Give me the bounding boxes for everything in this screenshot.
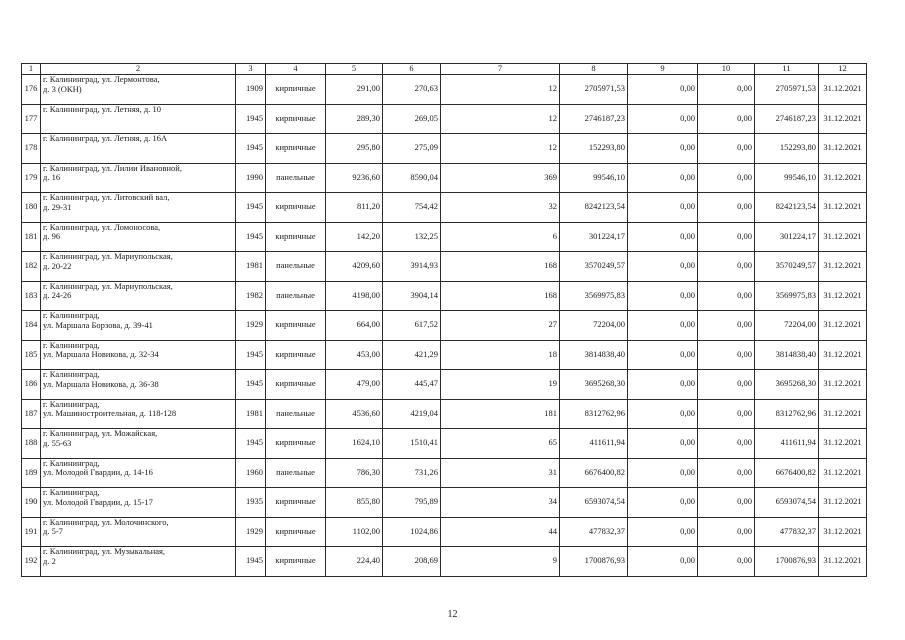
address-cell — [41, 75, 236, 105]
address-cell — [41, 458, 236, 488]
year-built-cell: 1981 — [236, 399, 266, 429]
residents-count-cell: 12 — [441, 134, 560, 164]
cost-col10-cell: 0,00 — [698, 340, 755, 370]
cost-col11-cell: 3695268,30 — [755, 370, 819, 400]
address-line: д. 2 — [43, 555, 56, 566]
total-area-cell: 4209,60 — [326, 252, 383, 282]
cost-col11-cell: 3569975,83 — [755, 281, 819, 311]
column-header-6: 6 — [383, 64, 441, 75]
deadline-date-cell: 31.12.2021 — [819, 222, 867, 252]
address-cell — [41, 399, 236, 429]
cost-total-cell: 301224,17 — [560, 222, 628, 252]
residents-count-cell: 12 — [441, 75, 560, 105]
column-header-10: 10 — [698, 64, 755, 75]
cost-total-cell: 3569975,83 — [560, 281, 628, 311]
wall-material-cell: панельные — [266, 399, 326, 429]
living-area-cell: 731,26 — [383, 458, 441, 488]
row-number-cell: 191 — [22, 517, 41, 547]
cost-col10-cell: 0,00 — [698, 75, 755, 105]
living-area-cell: 3914,93 — [383, 252, 441, 282]
total-area-cell: 479,00 — [326, 370, 383, 400]
address-line: ул. Молодой Гвардии, д. 14-16 — [43, 467, 153, 478]
residents-count-cell: 181 — [441, 399, 560, 429]
cost-total-cell: 8312762,96 — [560, 399, 628, 429]
wall-material-cell: кирпичные — [266, 75, 326, 105]
address-cell — [41, 222, 236, 252]
address-line: г. Калининград, ул. Мариупольская, — [43, 281, 173, 291]
cost-col11-cell: 477832,37 — [755, 517, 819, 547]
total-area-cell: 4198,00 — [326, 281, 383, 311]
wall-material-cell: панельные — [266, 163, 326, 193]
cost-col9-cell: 0,00 — [628, 458, 698, 488]
residents-count-cell: 19 — [441, 370, 560, 400]
year-built-cell: 1990 — [236, 163, 266, 193]
cost-col9-cell: 0,00 — [628, 429, 698, 459]
deadline-date-cell: 31.12.2021 — [819, 75, 867, 105]
address-line: д. 3 (ОКН) — [43, 83, 82, 94]
row-number-cell: 184 — [22, 311, 41, 341]
cost-col10-cell: 0,00 — [698, 281, 755, 311]
row-number-cell: 183 — [22, 281, 41, 311]
table-row — [22, 488, 867, 518]
address-line: г. Калининград, ул. Лермонтова, — [43, 74, 160, 84]
column-header-8: 8 — [560, 64, 628, 75]
cost-col9-cell: 0,00 — [628, 340, 698, 370]
residents-count-cell: 168 — [441, 281, 560, 311]
address-cell — [41, 547, 236, 577]
cost-col10-cell: 0,00 — [698, 193, 755, 223]
living-area-cell: 3904,14 — [383, 281, 441, 311]
table-row — [22, 163, 867, 193]
wall-material-cell: кирпичные — [266, 222, 326, 252]
address-line: г. Калининград, ул. Ломоносова, — [43, 222, 161, 232]
address-line: г. Калининград, ул. Литовский вал, — [43, 192, 170, 202]
address-cell — [41, 163, 236, 193]
cost-col9-cell: 0,00 — [628, 75, 698, 105]
address-line: г. Калининград, — [43, 458, 100, 468]
year-built-cell: 1929 — [236, 311, 266, 341]
residents-count-cell: 18 — [441, 340, 560, 370]
wall-material-cell: кирпичные — [266, 193, 326, 223]
year-built-cell: 1945 — [236, 370, 266, 400]
table-row — [22, 340, 867, 370]
address-cell — [41, 134, 236, 164]
wall-material-cell: кирпичные — [266, 429, 326, 459]
residents-count-cell: 27 — [441, 311, 560, 341]
table-row — [22, 104, 867, 134]
cost-col11-cell: 8242123,54 — [755, 193, 819, 223]
living-area-cell: 795,89 — [383, 488, 441, 518]
address-cell — [41, 193, 236, 223]
year-built-cell: 1945 — [236, 193, 266, 223]
address-line: г. Калининград, ул. Летняя, д. 16А — [43, 133, 168, 143]
address-line: д. 55-63 — [43, 437, 72, 448]
wall-material-cell: панельные — [266, 281, 326, 311]
wall-material-cell: кирпичные — [266, 370, 326, 400]
deadline-date-cell: 31.12.2021 — [819, 458, 867, 488]
cost-total-cell: 99546,10 — [560, 163, 628, 193]
residents-count-cell: 31 — [441, 458, 560, 488]
address-line: г. Калининград, — [43, 487, 100, 497]
deadline-date-cell: 31.12.2021 — [819, 252, 867, 282]
table-row — [22, 547, 867, 577]
living-area-cell: 754,42 — [383, 193, 441, 223]
cost-col9-cell: 0,00 — [628, 311, 698, 341]
total-area-cell: 291,00 — [326, 75, 383, 105]
cost-total-cell: 411611,94 — [560, 429, 628, 459]
housing-register-table — [21, 63, 867, 577]
deadline-date-cell: 31.12.2021 — [819, 429, 867, 459]
page-number: 12 — [447, 609, 458, 620]
year-built-cell: 1935 — [236, 488, 266, 518]
address-line: ул. Маршала Борзова, д. 39-41 — [43, 319, 153, 330]
deadline-date-cell: 31.12.2021 — [819, 488, 867, 518]
living-area-cell: 1510,41 — [383, 429, 441, 459]
cost-col10-cell: 0,00 — [698, 399, 755, 429]
deadline-date-cell: 31.12.2021 — [819, 163, 867, 193]
wall-material-cell: кирпичные — [266, 134, 326, 164]
cost-col10-cell: 0,00 — [698, 458, 755, 488]
cost-total-cell: 477832,37 — [560, 517, 628, 547]
column-header-12: 12 — [819, 64, 867, 75]
cost-col10-cell: 0,00 — [698, 163, 755, 193]
table-body — [22, 75, 867, 577]
address-line: г. Калининград, ул. Лилии Ивановной, — [43, 163, 182, 173]
column-header-9: 9 — [628, 64, 698, 75]
total-area-cell: 1624,10 — [326, 429, 383, 459]
column-header-1: 1 — [22, 64, 41, 75]
cost-col11-cell: 2705971,53 — [755, 75, 819, 105]
living-area-cell: 208,69 — [383, 547, 441, 577]
address-cell — [41, 252, 236, 282]
residents-count-cell: 65 — [441, 429, 560, 459]
cost-total-cell: 1700876,93 — [560, 547, 628, 577]
living-area-cell: 269,05 — [383, 104, 441, 134]
address-line: г. Калининград, ул. Молочинского, — [43, 517, 169, 527]
year-built-cell: 1945 — [236, 104, 266, 134]
living-area-cell: 132,25 — [383, 222, 441, 252]
table-row — [22, 517, 867, 547]
deadline-date-cell: 31.12.2021 — [819, 193, 867, 223]
cost-col10-cell: 0,00 — [698, 311, 755, 341]
row-number-cell: 178 — [22, 134, 41, 164]
address-line: г. Калининград, ул. Летняя, д. 10 — [43, 104, 161, 114]
cost-total-cell: 8242123,54 — [560, 193, 628, 223]
cost-col9-cell: 0,00 — [628, 517, 698, 547]
cost-col10-cell: 0,00 — [698, 134, 755, 164]
address-line: ул. Машиностроительная, д. 118-128 — [43, 408, 177, 419]
cost-total-cell: 3814838,40 — [560, 340, 628, 370]
living-area-cell: 421,29 — [383, 340, 441, 370]
deadline-date-cell: 31.12.2021 — [819, 311, 867, 341]
column-header-7: 7 — [441, 64, 560, 75]
wall-material-cell: панельные — [266, 252, 326, 282]
address-line: ул. Молодой Гвардии, д. 15-17 — [43, 496, 153, 507]
cost-col9-cell: 0,00 — [628, 252, 698, 282]
table-row — [22, 281, 867, 311]
residents-count-cell: 9 — [441, 547, 560, 577]
cost-col9-cell: 0,00 — [628, 222, 698, 252]
row-number-cell: 187 — [22, 399, 41, 429]
living-area-cell: 4219,04 — [383, 399, 441, 429]
table-row — [22, 193, 867, 223]
cost-col11-cell: 3570249,57 — [755, 252, 819, 282]
cost-col11-cell: 6593074,54 — [755, 488, 819, 518]
row-number-cell: 179 — [22, 163, 41, 193]
row-number-cell: 190 — [22, 488, 41, 518]
cost-total-cell: 3695268,30 — [560, 370, 628, 400]
cost-col11-cell: 301224,17 — [755, 222, 819, 252]
deadline-date-cell: 31.12.2021 — [819, 399, 867, 429]
total-area-cell: 9236,60 — [326, 163, 383, 193]
address-cell — [41, 517, 236, 547]
column-header-4: 4 — [266, 64, 326, 75]
total-area-cell: 855,80 — [326, 488, 383, 518]
total-area-cell: 786,30 — [326, 458, 383, 488]
deadline-date-cell: 31.12.2021 — [819, 370, 867, 400]
table-row — [22, 134, 867, 164]
table-row — [22, 311, 867, 341]
cost-col11-cell: 6676400,82 — [755, 458, 819, 488]
deadline-date-cell: 31.12.2021 — [819, 281, 867, 311]
cost-col9-cell: 0,00 — [628, 134, 698, 164]
address-cell — [41, 429, 236, 459]
living-area-cell: 1024,86 — [383, 517, 441, 547]
year-built-cell: 1909 — [236, 75, 266, 105]
row-number-cell: 181 — [22, 222, 41, 252]
cost-col9-cell: 0,00 — [628, 281, 698, 311]
cost-total-cell: 152293,80 — [560, 134, 628, 164]
residents-count-cell: 369 — [441, 163, 560, 193]
total-area-cell: 811,20 — [326, 193, 383, 223]
year-built-cell: 1945 — [236, 340, 266, 370]
year-built-cell: 1982 — [236, 281, 266, 311]
residents-count-cell: 34 — [441, 488, 560, 518]
table-row — [22, 458, 867, 488]
address-line: г. Калининград, — [43, 369, 100, 379]
cost-col11-cell: 3814838,40 — [755, 340, 819, 370]
total-area-cell: 453,00 — [326, 340, 383, 370]
year-built-cell: 1981 — [236, 252, 266, 282]
wall-material-cell: кирпичные — [266, 547, 326, 577]
cost-col11-cell: 99546,10 — [755, 163, 819, 193]
column-header-11: 11 — [755, 64, 819, 75]
year-built-cell: 1960 — [236, 458, 266, 488]
residents-count-cell: 12 — [441, 104, 560, 134]
deadline-date-cell: 31.12.2021 — [819, 517, 867, 547]
residents-count-cell: 32 — [441, 193, 560, 223]
cost-total-cell: 2705971,53 — [560, 75, 628, 105]
wall-material-cell: кирпичные — [266, 311, 326, 341]
residents-count-cell: 44 — [441, 517, 560, 547]
row-number-cell: 177 — [22, 104, 41, 134]
address-line: г. Калининград, ул. Музыкальная, — [43, 546, 166, 556]
living-area-cell: 270,63 — [383, 75, 441, 105]
cost-col9-cell: 0,00 — [628, 488, 698, 518]
cost-col10-cell: 0,00 — [698, 252, 755, 282]
year-built-cell: 1945 — [236, 222, 266, 252]
cost-col9-cell: 0,00 — [628, 163, 698, 193]
residents-count-cell: 168 — [441, 252, 560, 282]
year-built-cell: 1945 — [236, 429, 266, 459]
cost-col10-cell: 0,00 — [698, 488, 755, 518]
column-header-5: 5 — [326, 64, 383, 75]
cost-col9-cell: 0,00 — [628, 547, 698, 577]
row-number-cell: 182 — [22, 252, 41, 282]
total-area-cell: 224,40 — [326, 547, 383, 577]
living-area-cell: 445,47 — [383, 370, 441, 400]
table-row — [22, 370, 867, 400]
address-line: д. 20-22 — [43, 260, 72, 271]
cost-col10-cell: 0,00 — [698, 429, 755, 459]
address-line: г. Калининград, ул. Мариупольская, — [43, 251, 173, 261]
total-area-cell: 289,30 — [326, 104, 383, 134]
wall-material-cell: кирпичные — [266, 488, 326, 518]
cost-total-cell: 6593074,54 — [560, 488, 628, 518]
cost-col11-cell: 2746187,23 — [755, 104, 819, 134]
deadline-date-cell: 31.12.2021 — [819, 340, 867, 370]
table-row — [22, 222, 867, 252]
row-number-cell: 186 — [22, 370, 41, 400]
year-built-cell: 1929 — [236, 517, 266, 547]
address-line: ул. Маршала Новикова, д. 32-34 — [43, 349, 159, 360]
row-number-cell: 180 — [22, 193, 41, 223]
cost-col9-cell: 0,00 — [628, 370, 698, 400]
year-built-cell: 1945 — [236, 547, 266, 577]
wall-material-cell: кирпичные — [266, 340, 326, 370]
address-line: г. Калининград, — [43, 399, 100, 409]
residents-count-cell: 6 — [441, 222, 560, 252]
column-header-2: 2 — [41, 64, 236, 75]
cost-total-cell: 72204,00 — [560, 311, 628, 341]
address-cell — [41, 281, 236, 311]
total-area-cell: 1102,00 — [326, 517, 383, 547]
table-row — [22, 399, 867, 429]
living-area-cell: 275,09 — [383, 134, 441, 164]
row-number-cell: 192 — [22, 547, 41, 577]
cost-col10-cell: 0,00 — [698, 370, 755, 400]
address-cell — [41, 488, 236, 518]
cost-col11-cell: 8312762,96 — [755, 399, 819, 429]
table-row — [22, 252, 867, 282]
address-cell — [41, 311, 236, 341]
total-area-cell: 4536,60 — [326, 399, 383, 429]
address-line: ул. Маршала Новикова, д. 36-38 — [43, 378, 159, 389]
table-row — [22, 75, 867, 105]
cost-col9-cell: 0,00 — [628, 104, 698, 134]
deadline-date-cell: 31.12.2021 — [819, 134, 867, 164]
wall-material-cell: панельные — [266, 458, 326, 488]
table-row — [22, 429, 867, 459]
address-line: г. Калининград, — [43, 310, 100, 320]
column-number-row — [22, 64, 867, 75]
year-built-cell: 1945 — [236, 134, 266, 164]
total-area-cell: 664,00 — [326, 311, 383, 341]
cost-col10-cell: 0,00 — [698, 547, 755, 577]
deadline-date-cell: 31.12.2021 — [819, 547, 867, 577]
total-area-cell: 142,20 — [326, 222, 383, 252]
address-cell — [41, 104, 236, 134]
row-number-cell: 176 — [22, 75, 41, 105]
living-area-cell: 617,52 — [383, 311, 441, 341]
row-number-cell: 189 — [22, 458, 41, 488]
cost-col11-cell: 1700876,93 — [755, 547, 819, 577]
cost-col10-cell: 0,00 — [698, 222, 755, 252]
cost-total-cell: 6676400,82 — [560, 458, 628, 488]
row-number-cell: 185 — [22, 340, 41, 370]
address-cell — [41, 370, 236, 400]
cost-total-cell: 2746187,23 — [560, 104, 628, 134]
address-line: г. Калининград, ул. Можайская, — [43, 428, 158, 438]
cost-col10-cell: 0,00 — [698, 517, 755, 547]
cost-col9-cell: 0,00 — [628, 193, 698, 223]
wall-material-cell: кирпичные — [266, 104, 326, 134]
cost-col11-cell: 411611,94 — [755, 429, 819, 459]
living-area-cell: 8590,04 — [383, 163, 441, 193]
total-area-cell: 295,80 — [326, 134, 383, 164]
address-cell — [41, 340, 236, 370]
column-header-3: 3 — [236, 64, 266, 75]
cost-col10-cell: 0,00 — [698, 104, 755, 134]
address-line: г. Калининград, — [43, 340, 100, 350]
row-number-cell: 188 — [22, 429, 41, 459]
cost-total-cell: 3570249,57 — [560, 252, 628, 282]
cost-col11-cell: 72204,00 — [755, 311, 819, 341]
address-line: д. 29-31 — [43, 201, 72, 212]
address-line: д. 24-26 — [43, 290, 72, 301]
address-line: д. 5-7 — [43, 526, 63, 537]
cost-col9-cell: 0,00 — [628, 399, 698, 429]
wall-material-cell: кирпичные — [266, 517, 326, 547]
deadline-date-cell: 31.12.2021 — [819, 104, 867, 134]
address-line: д. 96 — [43, 231, 61, 242]
cost-col11-cell: 152293,80 — [755, 134, 819, 164]
address-line: д. 16 — [43, 172, 61, 183]
